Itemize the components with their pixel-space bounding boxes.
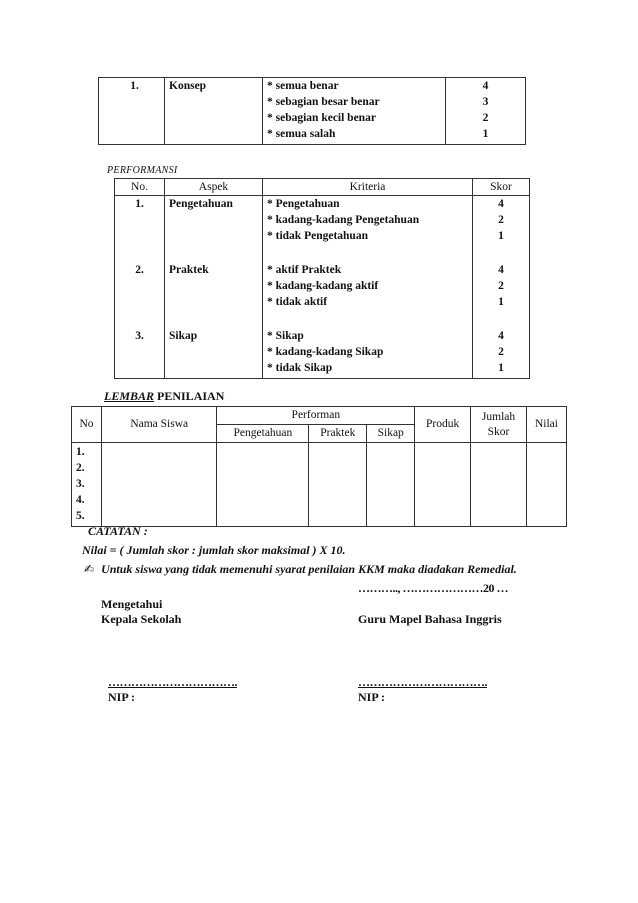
konsep-skor: 4 3 2 1 (446, 78, 526, 145)
col-praktek: Praktek (309, 425, 367, 443)
col-jumlah-skor: Jumlah Skor (471, 407, 527, 443)
konsep-kriteria: * semua benar * sebagian besar benar * sebagian kecil benar * semua salah (263, 78, 446, 145)
performansi-table (114, 178, 530, 379)
perf-kriteria: * Pengetahuan * kadang-kadang Pengetahuan * tidak Pengetahuan * aktif Praktek * kadang-kadang aktif * tidak aktif * Sikap * kadang-kadang Sikap * tidak Sikap (263, 196, 473, 379)
catatan-label: CATATAN : (88, 524, 148, 538)
row-numbers: 1. 2. 3. 4. 5. (72, 443, 102, 527)
header-aspek: Aspek (165, 179, 263, 196)
header-no: No. (115, 179, 165, 196)
performansi-title: PERFORMANSI (107, 165, 178, 176)
col-nama: Nama Siswa (101, 407, 217, 443)
cell-nama[interactable] (101, 443, 217, 527)
konsep-aspek: Konsep (165, 78, 263, 145)
cell-pengetahuan[interactable] (217, 443, 309, 527)
cell-produk[interactable] (415, 443, 471, 527)
cell-praktek[interactable] (309, 443, 367, 527)
col-no: No (72, 407, 102, 443)
perf-skor: 4 2 1 4 2 1 4 2 1 (473, 196, 530, 379)
kepala-sekolah-label: Kepala Sekolah (101, 612, 182, 626)
col-produk: Produk (415, 407, 471, 443)
remedial-note: ✍ Untuk siswa yang tidak memenuhi syarat penilaian KKM maka diadakan Remedial. (84, 562, 517, 576)
lembar-title: LEMBAR PENILAIAN (104, 389, 225, 403)
col-pengetahuan: Pengetahuan (217, 425, 309, 443)
signature-line-left: ……………………………. (108, 675, 237, 689)
lembar-table (71, 406, 567, 527)
catatan-formula: Nilai = ( Jumlah skor : jumlah skor maksimal ) X 10. (82, 543, 346, 557)
cell-sikap[interactable] (367, 443, 415, 527)
nip-right: NIP : (358, 690, 385, 704)
perf-nos: 1. 2. 3. (115, 196, 165, 379)
perf-aspek: Pengetahuan Praktek Sikap (165, 196, 263, 379)
col-performan: Performan (217, 407, 415, 425)
guru-mapel-label: Guru Mapel Bahasa Inggris (358, 612, 502, 626)
pencil-hand-icon: ✍ (84, 562, 95, 576)
mengetahui-label: Mengetahui (101, 597, 163, 611)
konsep-no: 1. (99, 78, 165, 145)
date-line: ……….., …………………20 … (358, 581, 508, 595)
cell-jumlah[interactable] (471, 443, 527, 527)
header-kriteria: Kriteria (263, 179, 473, 196)
nip-left: NIP : (108, 690, 135, 704)
konsep-table (98, 77, 526, 145)
col-nilai: Nilai (526, 407, 566, 443)
header-skor: Skor (473, 179, 530, 196)
signature-line-right: ……………………………. (358, 675, 487, 689)
col-sikap: Sikap (367, 425, 415, 443)
cell-nilai[interactable] (526, 443, 566, 527)
